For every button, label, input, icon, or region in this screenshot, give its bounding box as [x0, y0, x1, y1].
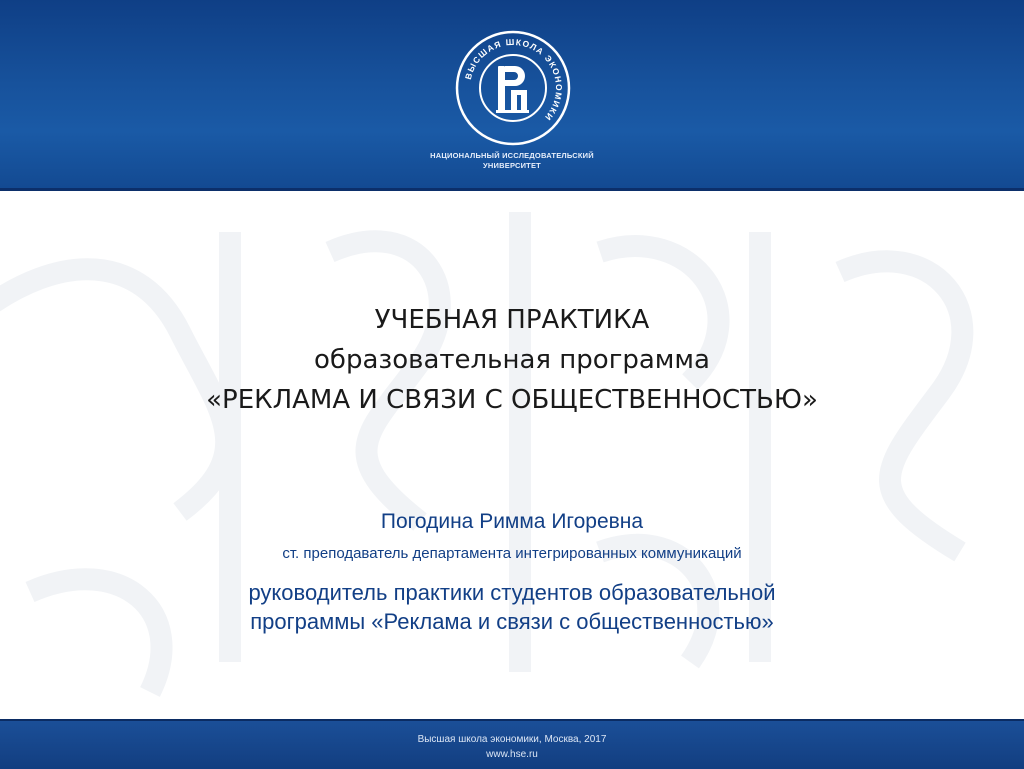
- author-position: ст. преподаватель департамента интегрированных коммуникаций: [282, 545, 742, 562]
- logo-caption-line1: НАЦИОНАЛЬНЫЙ ИССЛЕДОВАТЕЛЬСКИЙ: [430, 151, 594, 160]
- footer-banner: [0, 719, 1024, 769]
- title-line3: «РЕКЛАМА И СВЯЗИ С ОБЩЕСТВЕННОСТЬЮ»: [206, 385, 818, 415]
- title-line2: образовательная программа: [314, 345, 710, 375]
- header-divider: [0, 188, 1024, 191]
- role-line1: руководитель практики студентов образовательной: [248, 580, 776, 605]
- footer-website-link[interactable]: www.hse.ru: [486, 749, 538, 760]
- author-name: Погодина Римма Игоревна: [380, 510, 644, 533]
- title-line1: УЧЕБНАЯ ПРАКТИКА: [374, 305, 650, 335]
- slide-title: [0, 300, 1024, 420]
- footer-line1: Высшая школа экономики, Москва, 2017: [417, 734, 607, 745]
- hse-logo: [455, 30, 571, 146]
- role-line2: программы «Реклама и связи с общественностью»: [250, 609, 774, 634]
- author-role: [0, 578, 1024, 636]
- logo-ring-text: ВЫСШАЯ ШКОЛА ЭКОНОМИКИ: [462, 36, 565, 124]
- watermark-pattern: [0, 192, 1024, 719]
- hse-monogram-icon: [496, 66, 529, 113]
- logo-caption: [412, 151, 612, 171]
- logo-caption-line2: УНИВЕРСИТЕТ: [483, 161, 541, 170]
